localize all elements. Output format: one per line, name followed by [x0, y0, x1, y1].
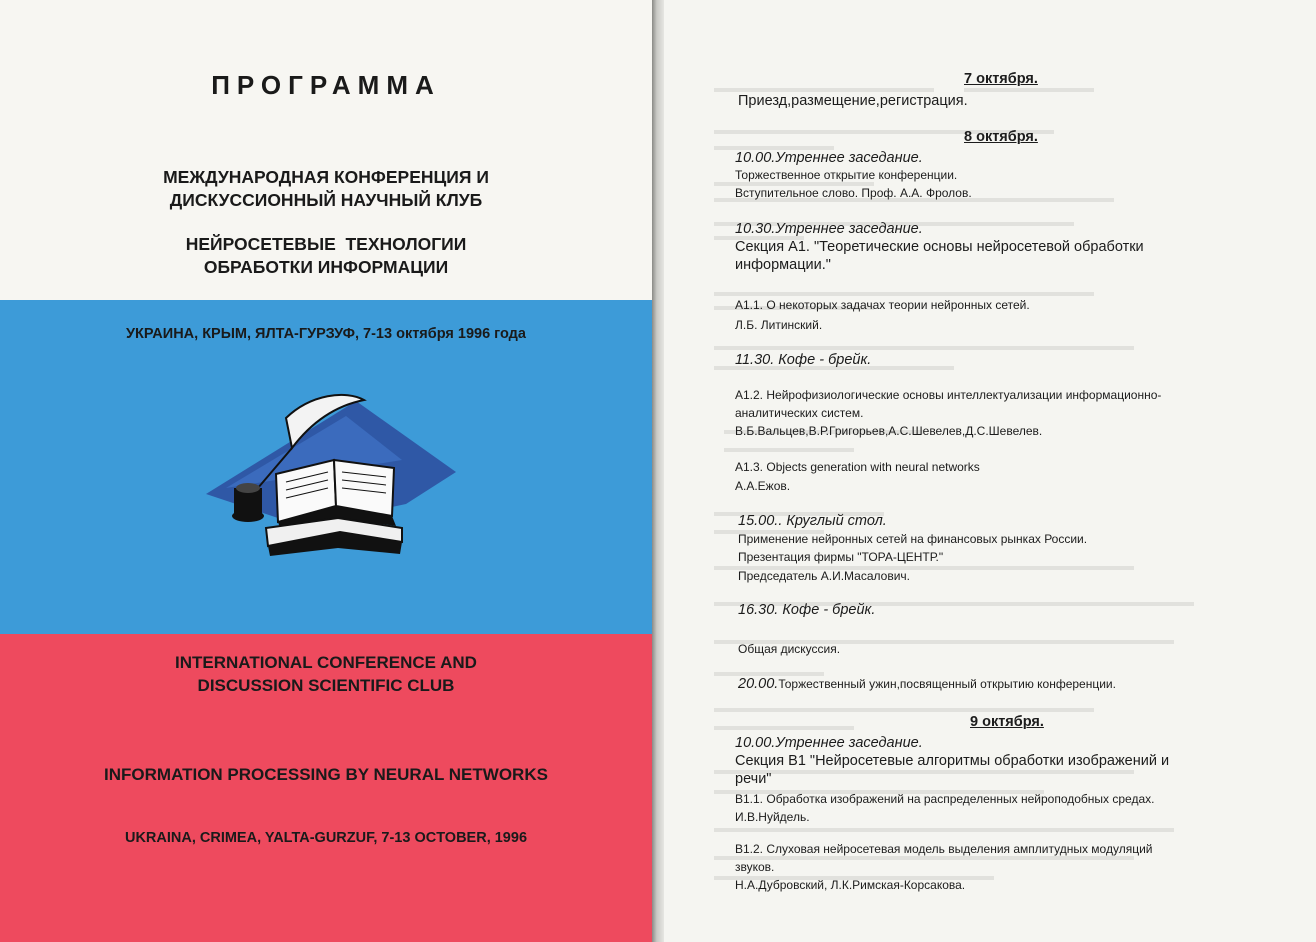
- cover-topic-ru-line2: ОБРАБОТКИ ИНФОРМАЦИИ: [203, 257, 449, 277]
- day-heading-oct9: 9 октября.: [970, 714, 1044, 730]
- gala-dinner: [738, 676, 1116, 692]
- cover-topic-ru: [0, 233, 652, 279]
- session-time: 10.30.Утреннее заседание.: [735, 221, 923, 237]
- day-heading-oct7: 7 октября.: [964, 71, 1038, 87]
- session-time: 10.00.Утреннее заседание.: [735, 735, 923, 751]
- cover-topic-ru-line1: НЕЙРОСЕТЕВЫЕ ТЕХНОЛОГИИ: [185, 234, 467, 254]
- general-discussion: Общая дискуссия.: [738, 642, 841, 656]
- cover-topic-en: INFORMATION PROCESSING BY NEURAL NETWORKS: [104, 765, 548, 784]
- cover-heading-en: [0, 651, 652, 697]
- talk-authors: Н.А.Дубровский, Л.К.Римская-Корсакова.: [735, 878, 966, 892]
- round-table-chair: Председатель А.И.Масалович.: [738, 569, 911, 583]
- round-table-topic: Применение нейронных сетей на финансовых рынках России.: [738, 532, 1088, 546]
- talk-title: В1.1. Обработка изображений на распределенных нейроподобных средах.: [735, 792, 1155, 806]
- day-heading-oct8: 8 октября.: [964, 129, 1038, 145]
- talk-title: звуков.: [735, 860, 775, 874]
- cover-title: ПРОГРАММА: [211, 70, 441, 100]
- cover-page: [0, 0, 652, 942]
- talk-title: В1.2. Слуховая нейросетевая модель выделения амплитудных модуляций: [735, 842, 1153, 856]
- talk-authors: И.В.Нуйдель.: [735, 810, 810, 824]
- talk-title: А1.3. Objects generation with neural networks: [735, 460, 980, 474]
- book-and-quill-icon: [206, 376, 456, 556]
- section-title: Секция В1 "Нейросетевые алгоритмы обработки изображений и: [735, 753, 1170, 769]
- cover-heading-en-line2: DISCUSSION SCIENTIFIC CLUB: [197, 676, 455, 695]
- cover-place-ru: УКРАИНА, КРЫМ, ЯЛТА-ГУРЗУФ, 7-13 октября 1996 года: [126, 326, 526, 342]
- coffee-break: 16.30. Кофе - брейк.: [738, 602, 876, 618]
- session-time: 10.00.Утреннее заседание.: [735, 150, 923, 166]
- program-page: [664, 0, 1316, 942]
- talk-authors: В.Б.Вальцев,В.Р.Григорьев,А.С.Шевелев,Д.С.Шевелев.: [735, 424, 1043, 438]
- round-table-time: 15.00.. Круглый стол.: [738, 513, 887, 529]
- talk-authors: А.А.Ежов.: [735, 479, 791, 493]
- arrival-text: Приезд,размещение,регистрация.: [738, 93, 968, 109]
- section-title: речи": [735, 771, 772, 787]
- talk-authors: Л.Б. Литинский.: [735, 318, 823, 332]
- talk-title: А1.2. Нейрофизиологические основы интеллектуализации информационно-: [735, 388, 1162, 402]
- cover-heading-ru-line2: ДИСКУССИОННЫЙ НАУЧНЫЙ КЛУБ: [169, 190, 483, 210]
- talk-title: А1.1. О некоторых задачах теории нейронных сетей.: [735, 298, 1030, 312]
- round-table-presentation: Презентация фирмы "ТОРА-ЦЕНТР.": [738, 550, 944, 564]
- gala-dinner-text: Торжественный ужин,посвященный открытию конференции.: [778, 677, 1116, 691]
- section-title: Секция А1. "Теоретические основы нейросетевой обработки: [735, 239, 1144, 255]
- page-gutter: [652, 0, 664, 942]
- coffee-break: 11.30. Кофе - брейк.: [735, 352, 872, 368]
- cover-place-en: UKRAINA, CRIMEA, YALTA-GURZUF, 7-13 OCTOBER, 1996: [124, 830, 528, 846]
- gala-dinner-time: 20.00.: [738, 676, 779, 692]
- cover-heading-en-line1: INTERNATIONAL CONFERENCE AND: [175, 653, 477, 672]
- session-item: Вступительное слово. Проф. А.А. Фролов.: [735, 186, 972, 200]
- talk-title: аналитических систем.: [735, 406, 864, 420]
- cover-heading-ru-line1: МЕЖДУНАРОДНАЯ КОНФЕРЕНЦИЯ И: [163, 167, 489, 187]
- cover-heading-ru: [0, 166, 652, 212]
- section-title: информации.": [735, 257, 831, 273]
- session-item: Торжественное открытие конференции.: [735, 168, 958, 182]
